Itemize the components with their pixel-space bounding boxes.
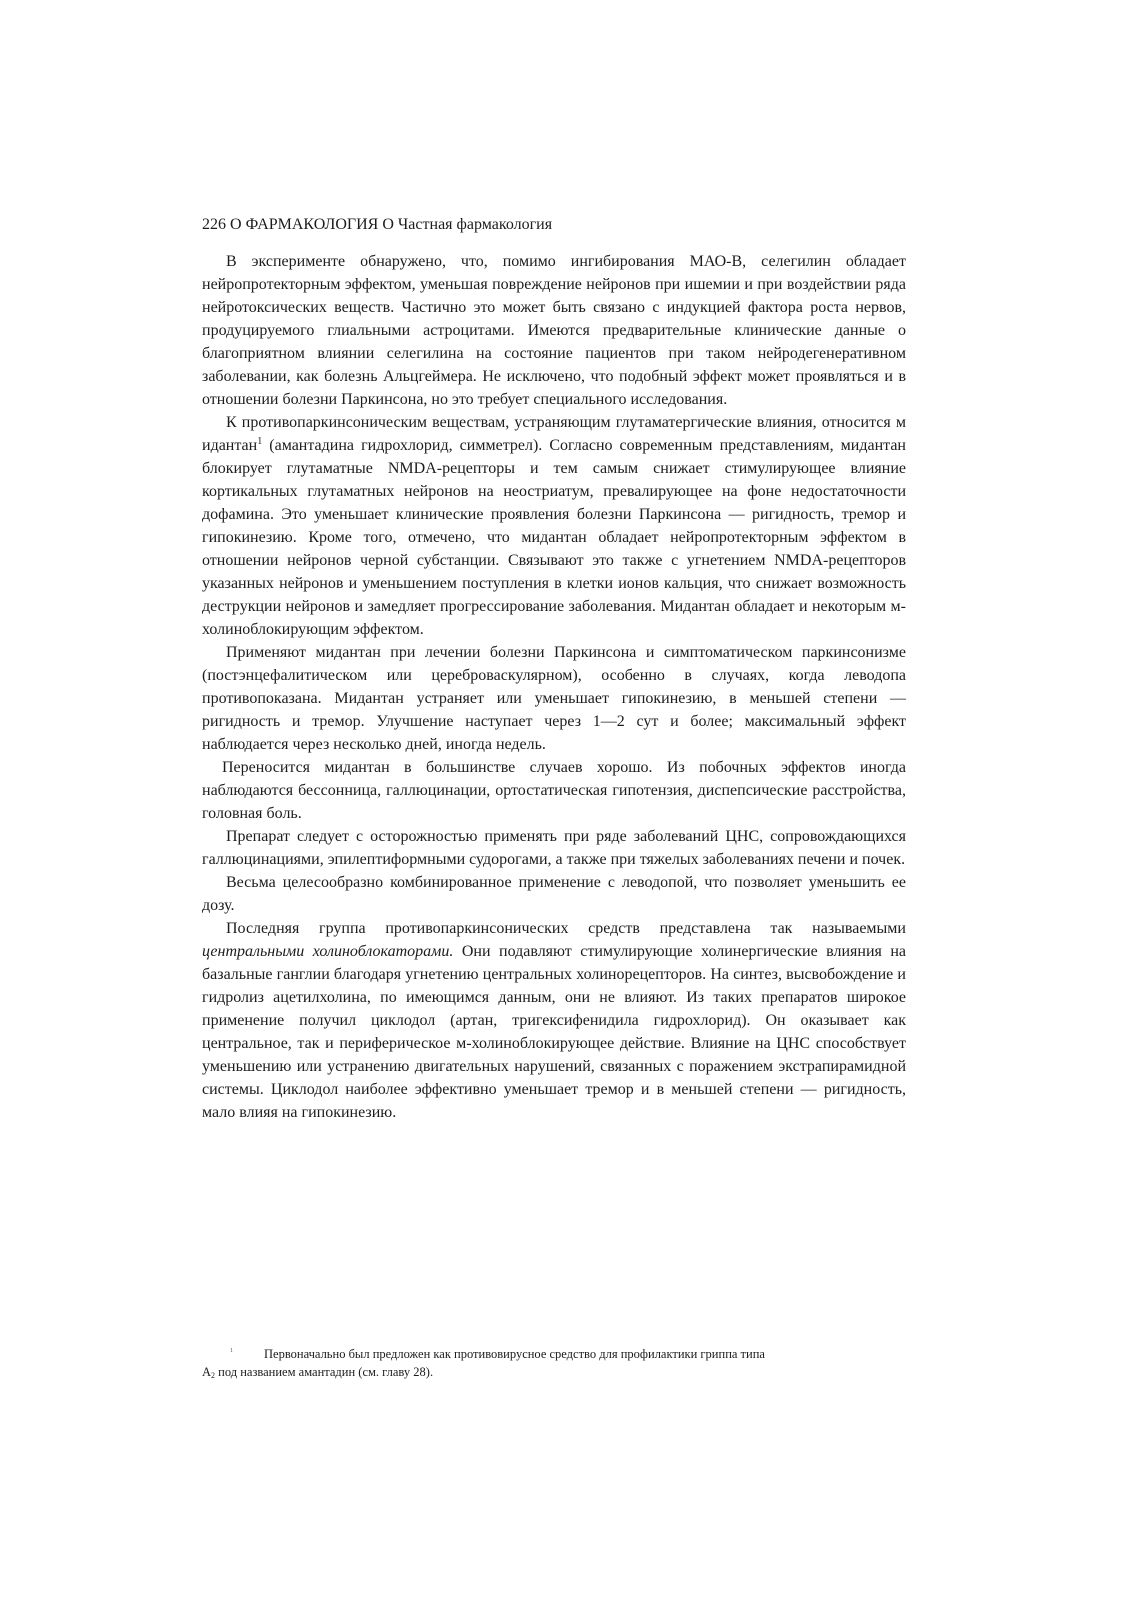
paragraph: Применяют мидантан при лечении болезни Паркинсона и симптоматическом паркинсонизме (постэнцефалитическом или цереброваскулярном), особенно в случаях, когда леводопа противопоказана. Мидантан устраняет или уменьшает гипокинезию, в меньшей степени — ригидность и тремор. Улучшение наступает через 1—2 сут и более; максимальный эффект наблюдается через несколько дней, иногда недель. [202, 644, 906, 753]
footnote-line: $А_2$ под названием амантадин (см. главу 28). [202, 1365, 434, 1380]
paragraph: Переносится мидантан в большинстве случаев хорошо. Из побочных эффектов иногда наблюдаются бессонница, галлюцинации, ортостатическая гипотензия, диспепсические расстройства, головная боль. [202, 759, 906, 822]
paragraph: В эксперименте обнаружено, что, помимо ингибирования МАО-В, селегилин обладает нейропротекторным эффектом, уменьшая повреждение нейронов при ишемии и при воздействии ряда нейротоксических веществ. Частично это может быть связано с индукцией фактора роста нервов, продуцируемого глиальными астроцитами. Имеются предварительные клинические данные о благоприятном влиянии селегилина на состояние пациентов при таком нейродегенеративном заболевании, как болезнь Альцгеймера. Не исключено, что подобный эффект может проявляться и в отношении болезни Паркинсона, но это требует специального исследования. [202, 253, 906, 408]
page-number: 226 [202, 216, 226, 233]
emphasized-term: центральными холиноблокаторами. [202, 943, 454, 960]
header-separator: О [378, 216, 398, 233]
footnote-reference: 1 [257, 436, 263, 447]
footnote [202, 1345, 906, 1385]
subscript: 2 [211, 1371, 216, 1380]
header-separator: О [226, 216, 246, 233]
paragraph: Весьма целесообразно комбинированное применение с леводопой, что позволяет уменьшить ее дозу. [202, 874, 906, 914]
book-title: ФАРМАКОЛОГИЯ [245, 216, 379, 233]
section-title: Частная фармакология [397, 216, 553, 233]
body-text [202, 250, 906, 1124]
paragraph: Последняя группа противопаркинсонических средств представлена так называемыми центральными холиноблокаторами. Они подавляют стимулирующие холинергические влияния на базальные ганглии благодаря угнетению центральных холинорецепторов. На синтез, высвобождение и гидролиз ацетилхолина, по имеющимся данным, они не влияют. Из таких препаратов широкое применение получил циклодол (артан, тригексифенидила гидрохлорид). Он оказывает как центральное, так и периферическое м-холиноблокирующее действие. Влияние на ЦНС способствует уменьшению или устранению двигательных нарушений, связанных с поражением экстрапирамидной системы. Циклодол наиболее эффективно уменьшает тремор и в меньшей степени — ригидность, мало влияя на гипокинезию. [202, 920, 906, 1121]
footnote-mark: 1 [230, 1348, 233, 1354]
running-header [202, 214, 552, 236]
paragraph: К противопаркинсоническим веществам, устраняющим глутаматергические влияния, относится м идантан$^1$ (амантадина гидрохлорид, симметрел). Согласно современным представлениям, мидантан блокирует глутаматные NMDA-рецепторы и тем самым снижает стимулирующее влияние кортикальных глутаматных нейронов на неостриатум, превалирующее на фоне недостаточности дофамина. Это уменьшает клинические проявления болезни Паркинсона — ригидность, тремор и гипокинезию. Кроме того, отмечено, что мидантан обладает нейропротекторным эффектом в отношении нейронов черной субстанции. Связывают это также с угнетением NMDA-рецепторов указанных нейронов и уменьшением поступления в клетки ионов кальция, что снижает возможность деструкции нейронов и замедляет прогрессирование заболевания. Мидантан обладает и некоторым м-холиноблокирующим эффектом. [202, 414, 906, 638]
footnote-line: Первоначально был предложен как противовирусное средство для профилактики гриппа типа [264, 1347, 765, 1361]
paragraph: Препарат следует с осторожностью применять при ряде заболеваний ЦНС, сопровождающихся галлюцинациями, эпилептиформными судорогами, а также при тяжелых заболеваниях печени и почек. [202, 828, 906, 868]
